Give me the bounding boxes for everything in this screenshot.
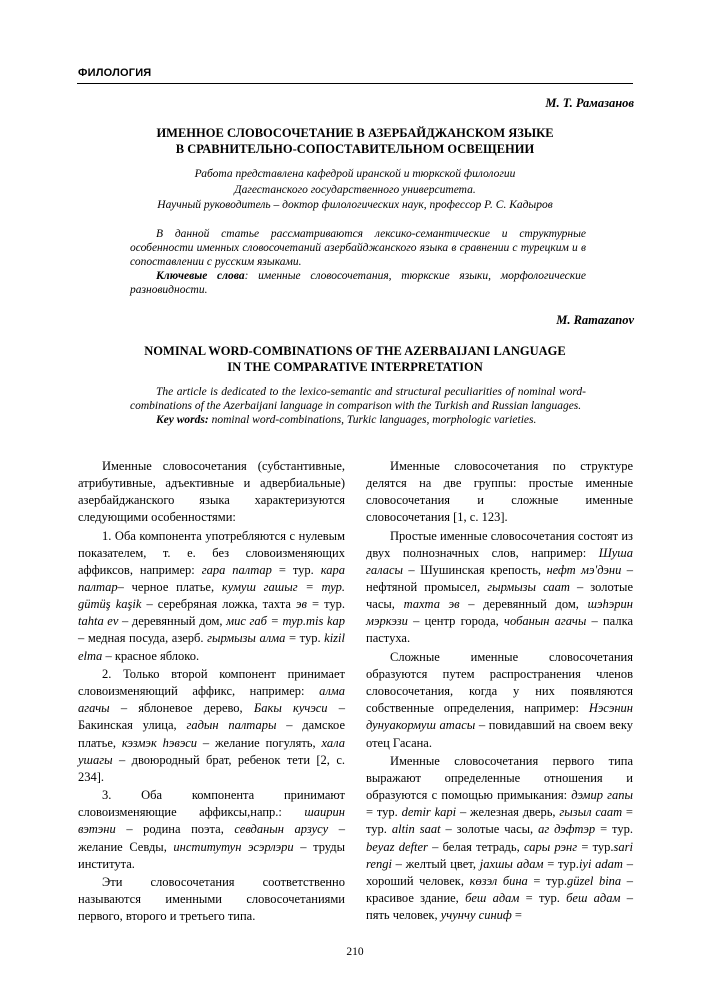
text-run: = тур. [527, 873, 567, 888]
abstract-en [130, 385, 586, 427]
example-term: beyaz defter [366, 839, 428, 854]
body-paragraph [366, 649, 633, 752]
text-run: – двоюродный брат, ребенок тети [2, с. 234]. [78, 752, 345, 784]
example-term: учунчу синиф [440, 907, 512, 922]
page-number: 210 [346, 946, 364, 958]
example-term: sari rengi [366, 839, 633, 871]
text-run: – труды института. [78, 839, 345, 871]
title-en-line-2: IN THE COMPARATIVE INTERPRETATION [227, 360, 483, 374]
text-run: Простые именные словосочетания состоят из двух полнозначных слов, например: [366, 528, 633, 560]
text-run: = тур. [366, 805, 402, 820]
title-ru [77, 125, 633, 157]
example-term: гырмызы алма [207, 631, 286, 646]
title-en [77, 343, 633, 375]
example-term: Шуша галасы [366, 545, 633, 578]
affiliation-line-1: Работа представлена кафедрой иранской и тюркской филологии [194, 168, 516, 180]
affiliation-line-3: Научный руководитель – доктор филологических наук, профессор Р. С. Кадыров [157, 199, 553, 211]
text-run: – черное платье, [117, 580, 222, 595]
text-run: 2. Только второй компонент принимает словоизменяющий аффикс, например: [78, 667, 345, 699]
title-en-line-1: NOMINAL WORD-COMBINATIONS OF THE AZERBAIJANI LANGUAGE [144, 344, 566, 358]
text-run: – Шушинская крепость, [403, 563, 547, 578]
example-term: гырмызы саат [487, 580, 570, 595]
text-run: – Бакинская улица, [78, 701, 345, 733]
example-term: хала ушагы [78, 735, 345, 767]
text-run: – медная посуда, азерб. [78, 631, 208, 646]
text-run: – центр города, [407, 614, 505, 629]
text-run: Именные словосочетания по структуре делятся на две группы: простые именные словосочетания и сложные именные словосочетания [1, с. 123]. [366, 459, 633, 525]
text-run: – пять человек, [366, 890, 633, 922]
example-term: эв [295, 597, 307, 612]
author-en: M. Ramazanov [556, 313, 634, 327]
example-term: шэhэрин мэркэзи [366, 597, 633, 629]
abstract-ru [130, 227, 586, 297]
example-term: мис габ = тур.mis kap [226, 614, 345, 629]
affiliation [77, 167, 633, 214]
text-run: – серебряная ложка, тахта [141, 597, 296, 612]
example-term: беш адам [566, 890, 621, 905]
text-run: = тур. [519, 890, 567, 905]
example-term: güzel bina [566, 873, 622, 888]
text-run: – палка пастуха. [366, 614, 634, 646]
keywords-ru-label: Ключевые слова [156, 270, 245, 282]
text-run: 3. Оба компонента принимают словоизменяющие аффиксы,напр.: [78, 788, 345, 820]
section-header: ФИЛОЛОГИЯ [78, 67, 152, 79]
body-paragraph [78, 787, 345, 872]
example-term: iyi adam [578, 856, 623, 871]
body-paragraph [78, 874, 345, 925]
example-term: кэзмэк hэвэси [121, 735, 197, 750]
text-run: = [511, 907, 522, 922]
keywords-en [130, 413, 586, 427]
example-term: беш адам [465, 890, 520, 905]
keywords-en-text: nominal word-combinations, Turkic languages, morphologic varieties. [208, 414, 537, 426]
example-term: алма агачы [78, 684, 345, 716]
text-run: = тур. [306, 597, 345, 612]
example-term: тахта эв [403, 597, 460, 612]
text-run: – яблоневое дерево, [109, 701, 254, 716]
example-term: институтун эсэрлэри [173, 839, 294, 854]
example-term: altin saat [391, 822, 441, 837]
text-run: – деревянный дом, [118, 614, 227, 629]
body-paragraph [366, 753, 633, 924]
body-paragraph [78, 528, 345, 665]
keywords-ru-text: : именные словосочетания, тюркские языки, морфологические разновидности. [130, 270, 586, 296]
author-ru: М. Т. Рамазанов [545, 96, 634, 110]
text-run: – деревянный дом, [459, 597, 588, 612]
example-term: көзэл бина [469, 873, 528, 888]
text-run: = тур. [577, 839, 614, 854]
text-run: = тур. [366, 805, 633, 837]
title-ru-line-2: В СРАВНИТЕЛЬНО-СОПОСТАВИТЕЛЬНОМ ОСВЕЩЕНИИ [175, 142, 535, 156]
body-paragraph [78, 666, 345, 786]
example-term: чобанын агачы [504, 614, 587, 629]
text-run: – желание погулять, [197, 735, 322, 750]
abstract-en-text: The article is dedicated to the lexico-semantic and structural peculiarities of nominal word-combinations of the Azerbaijani language in comparison with the Turkish and Russian languages. [130, 386, 586, 412]
text-run: Именные словосочетания (субстантивные, атрибутивные, адъективные и адвербиальные) азербайджанского языка характеризуются следующими особенностями: [78, 459, 345, 525]
text-run: – золотые часы, [440, 822, 539, 837]
example-term: кумуш гашыг = тур. gümüş kaşik [78, 580, 345, 612]
example-term: demir kapi [401, 805, 457, 820]
text-run: – хороший человек, [366, 856, 633, 888]
text-run: = тур. [543, 856, 579, 871]
example-term: нефт мэ'дэни [546, 563, 622, 578]
text-run: Именные словосочетания первого типа выражают определенные отношения и образуются с помощью примыкания: [366, 754, 633, 803]
body-column-left [78, 458, 345, 927]
text-run: – белая тетрадь, [427, 839, 524, 854]
text-run: – красное яблоко. [102, 648, 200, 663]
example-term: гара палтар [201, 563, 272, 578]
header-rule [77, 83, 633, 84]
example-term: кара палтар [78, 563, 345, 595]
text-run: – повидавший на своем веку отец Гасана. [366, 718, 633, 750]
abstract-ru-text: В данной статье рассматриваются лексико-семантические и структурные особенности именных словосочетаний азербайджанского языка в сравнении с турецким и в сопоставлении с русским языками. [130, 228, 586, 268]
text-run: = тур. [271, 563, 321, 578]
text-run: – желание Севды, [78, 822, 345, 854]
example-term: Нэсэнин дунуакормуш атасы [366, 701, 633, 733]
text-run: Эти словосочетания соответственно называются именными словосочетаниями первого, второго и третьего типа. [78, 875, 345, 924]
example-term: сары рэнг [523, 839, 578, 854]
keywords-ru [130, 269, 586, 297]
affiliation-line-2: Дагестанского государственного университета. [234, 183, 476, 196]
text-run: – родина поэта, [115, 822, 235, 837]
example-term: севданын арзусу [234, 822, 329, 837]
text-run: = тур. [595, 822, 633, 837]
example-term: гадын палтары [186, 718, 277, 733]
text-run: – золотые часы, [366, 580, 633, 612]
body-paragraph [366, 528, 633, 648]
text-run: – железная дверь, [456, 805, 560, 820]
body-paragraph [78, 458, 345, 526]
body-paragraph [366, 458, 633, 526]
text-run: Сложные именные словосочетания образуются путем распространения членов словосочетания, когда у них появляются собственные определения, например: [366, 650, 633, 716]
text-run: 1. Оба компонента употребляются с нулевым показателем, т. е. без словоизменяющих аффиксов, например: [78, 528, 345, 578]
text-run: – красивое здание, [366, 873, 634, 905]
example-term: tahta ev [78, 614, 119, 629]
example-term: гызыл саат [559, 805, 623, 820]
title-ru-line-1: ИМЕННОЕ СЛОВОСОЧЕТАНИЕ В АЗЕРБАЙДЖАНСКОМ ЯЗЫКЕ [156, 126, 554, 140]
text-run: – дамское платье, [78, 718, 345, 750]
body-column-right [366, 458, 633, 926]
example-term: шаирин вэтэни [78, 805, 345, 837]
example-term: jaxшы адам [479, 856, 544, 871]
keywords-en-label: Key words: [156, 414, 209, 426]
example-term: дэмир гапы [571, 788, 633, 803]
example-term: аг дэфтэр [538, 822, 596, 837]
example-term: Бакы кучэси [253, 701, 328, 716]
text-run: – желтый цвет, [391, 856, 480, 871]
text-run: = тур. [285, 631, 325, 646]
text-run: – нефтяной промысел, [366, 563, 633, 595]
example-term: kizil elma [78, 631, 345, 663]
